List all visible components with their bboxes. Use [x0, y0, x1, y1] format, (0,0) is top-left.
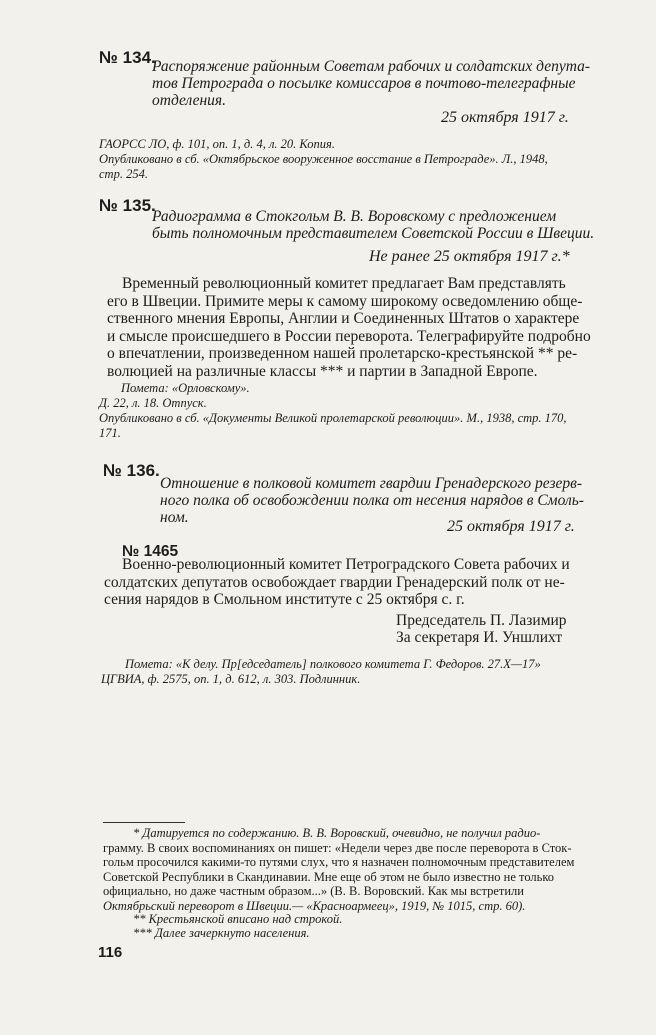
doc-134-title-line: тов Петрограда о посылке комиссаров в почтово-телеграфные	[152, 75, 576, 92]
doc-135-marginal-note: Помета: «Орловскому».	[121, 381, 250, 395]
doc-136-title-line: ном.	[160, 509, 189, 526]
doc-134-title-line: Распоряжение районным Советам рабочих и солдатских депута-	[152, 58, 591, 75]
footnote-1	[103, 826, 574, 913]
footnote-1-line: * Датируется по содержанию. В. В. Воровский, очевидно, не получил радио-	[133, 826, 541, 840]
doc-134-source-line: Опубликовано в сб. «Октябрьское вооруженное восстание в Петрограде». Л., 1948,	[99, 152, 548, 166]
doc-136-signature-chairman: Председатель П. Лазимир	[396, 612, 567, 629]
doc-136-marginal-note: Помета: «К делу. Пр[едседатель] полкового комитета Г. Федоров. 27.X—17»	[125, 657, 541, 671]
footnote-1-line: Советской Республики в Скандинавии. Мне еще об этом не было известно не только	[103, 869, 555, 884]
doc-135-source-line: Д. 22, л. 18. Отпуск.	[99, 396, 207, 410]
doc-134-source-line: ГАОРСС ЛО, ф. 101, оп. 1, д. 4, л. 20. Копия.	[99, 137, 335, 151]
doc-136-body-line: солдатских депутатов освобождает гвардии Гренадерский полк от не-	[104, 573, 565, 591]
doc-135-body-line: его в Швеции. Примите меры к самому широкому осведомлению обще-	[107, 292, 583, 310]
footnote-1-line: грамму. В своих воспоминаниях он пишет: «Недели через две после переворота в Сток-	[103, 840, 572, 855]
doc-135-source-line: 171.	[99, 426, 121, 440]
doc-136-body-line: сения нарядов в Смольном институте с 25 октября с. г.	[104, 591, 465, 608]
doc-136-inner-number: № 1465	[122, 543, 179, 560]
doc-136-title-line: Отношение в полковой комитет гвардии Гренадерского резерв-	[160, 475, 583, 492]
footnote-1-line: гольм просочился какими-то путями слух, что я назначен полномочным представителем	[103, 855, 575, 869]
doc-134-title	[152, 58, 590, 109]
doc-135-body-line: о впечатлении, произведенном нашей пролетарско-крестьянской ** ре-	[107, 345, 578, 362]
doc-136-body-line: Военно-революционный комитет Петроградского Совета рабочих и	[122, 556, 570, 573]
doc-134-source-line: стр. 254.	[99, 167, 148, 181]
doc-136-source: ЦГВИА, ф. 2575, оп. 1, д. 612, л. 303. Подлинник.	[101, 672, 361, 686]
doc-135-body-line: и смысле происшедшего в России переворота. Телеграфируйте подробно	[107, 327, 591, 345]
doc-135-title	[152, 208, 594, 242]
footnote-3: *** Далее зачеркнуто населения.	[133, 926, 310, 940]
page-number: 116	[98, 944, 123, 961]
doc-136-signature-secretary: За секретаря И. Уншлихт	[396, 629, 563, 646]
doc-136-body	[104, 556, 570, 609]
doc-135-source-line: Опубликовано в сб. «Документы Великой пролетарской революции». М., 1938, стр. 170,	[99, 411, 567, 425]
doc-134-number: № 134.	[99, 48, 156, 67]
doc-135-title-line: быть полномочным представителем Советской России в Швеции.	[152, 225, 595, 242]
doc-135-body-line: Временный революционный комитет предлагает Вам представлять	[122, 275, 566, 292]
footnote-divider	[103, 822, 185, 823]
doc-135-source	[99, 396, 567, 441]
doc-134-date: 25 октября 1917 г.	[441, 109, 569, 126]
doc-134-title-line: отделения.	[152, 92, 227, 109]
doc-135-title-line: Радиограмма в Стокгольм В. В. Воровскому с предложением	[152, 208, 557, 225]
doc-136-title-line: ного полка об освобождении полка от несения нарядов в Смоль-	[160, 492, 584, 509]
doc-134-source	[99, 137, 548, 182]
doc-135-date: Не ранее 25 октября 1917 г.*	[369, 248, 570, 265]
footnote-1-line: официально, но даже частным образом...» (В. В. Воровский. Как мы встретили	[103, 884, 524, 898]
doc-136-number: № 136.	[103, 461, 160, 480]
footnote-2: ** Крестьянской вписано над строкой.	[133, 912, 343, 926]
doc-136-date: 25 октября 1917 г.	[447, 518, 575, 535]
doc-135-body-line: ственного мнения Европы, Англии и Соединенных Штатов о характере	[107, 310, 580, 327]
footnote-1-line: Октябрьский переворот в Швеции.— «Красноармеец», 1919, № 1015, стр. 60).	[103, 898, 526, 913]
doc-135-number: № 135.	[99, 196, 156, 215]
doc-135-body-line: волюцией на различные классы *** и партии в Западной Европе.	[107, 362, 538, 380]
doc-135-body	[107, 275, 591, 380]
